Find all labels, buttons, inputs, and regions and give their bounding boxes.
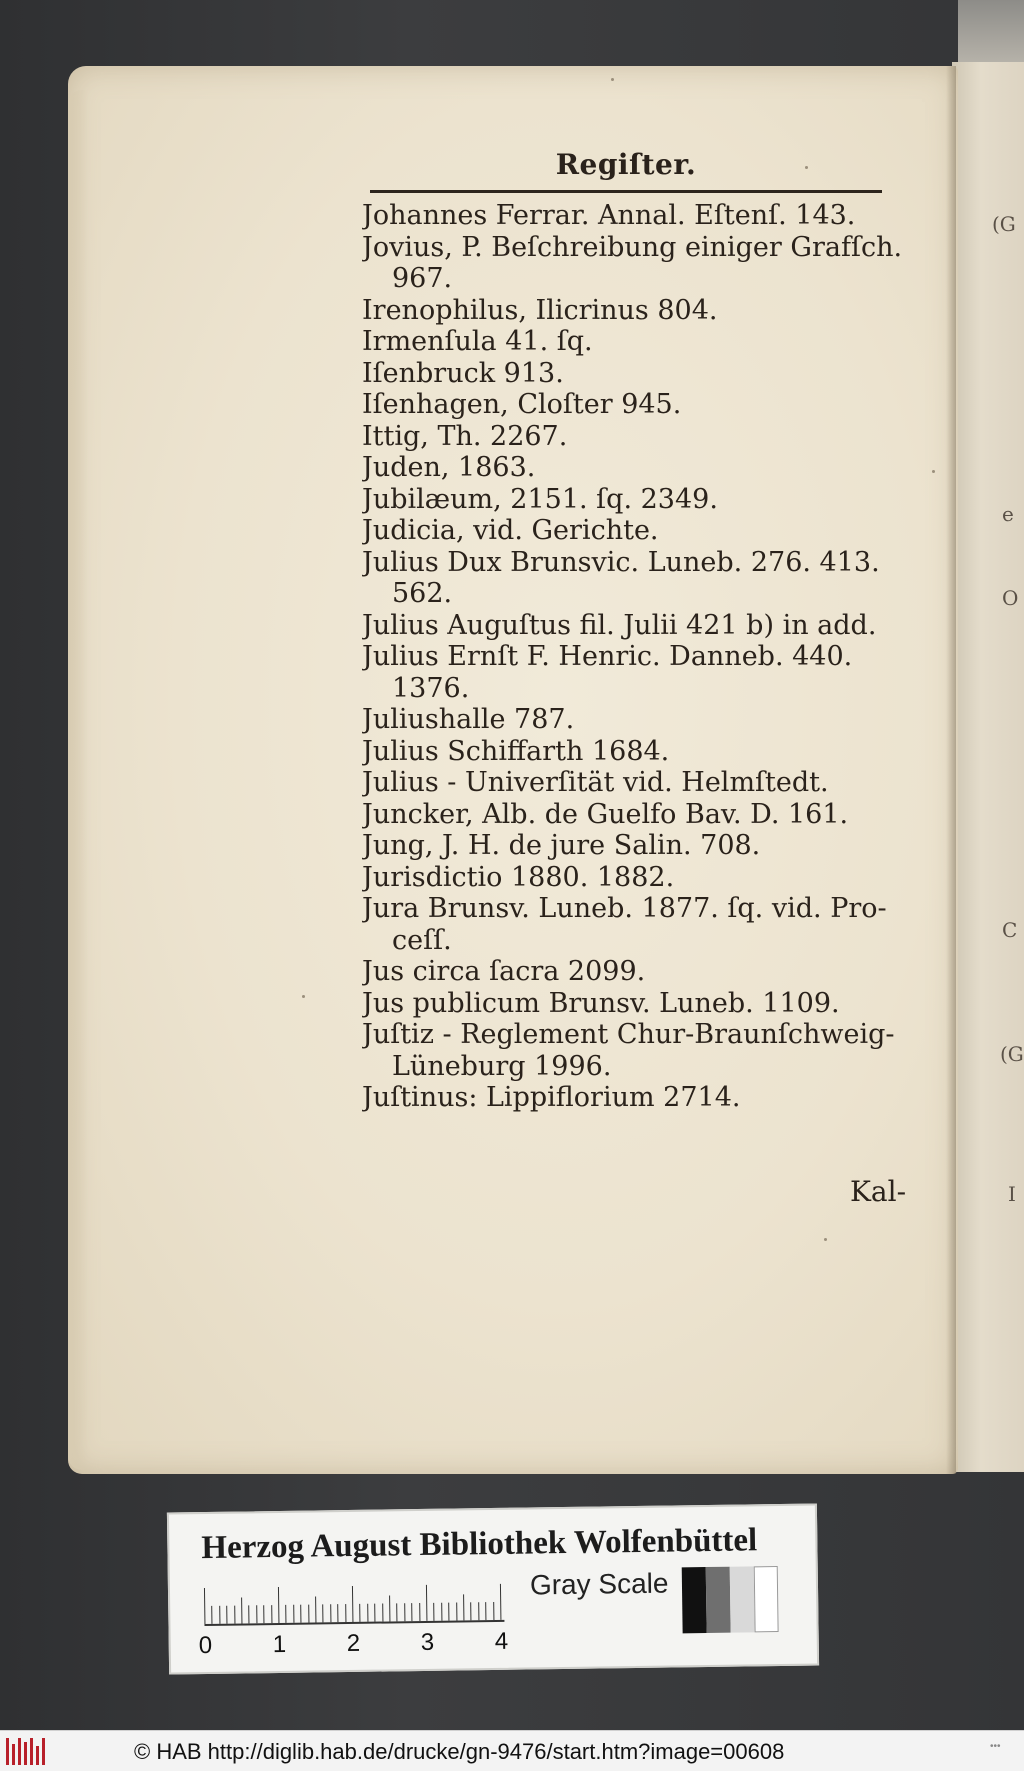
register-entry: Juden, 1863. xyxy=(362,452,536,483)
ruler-tick xyxy=(456,1603,457,1621)
ruler-tick xyxy=(360,1604,361,1622)
register-entry: Julius Ernſt F. Henric. Danneb. 440. xyxy=(362,641,853,672)
ruler-tick xyxy=(411,1603,412,1621)
ruler-tick xyxy=(463,1594,464,1620)
register-entry: Jus publicum Brunsv. Luneb. 1109. xyxy=(362,987,840,1019)
hab-logo-icon xyxy=(6,1738,46,1765)
ruler-tick xyxy=(478,1602,479,1620)
next-page-mark: O xyxy=(1002,586,1019,610)
ruler-tick xyxy=(308,1605,309,1623)
ruler-tick xyxy=(315,1596,316,1622)
ruler-tick xyxy=(263,1605,264,1623)
register-entry: Jurisdictio 1880. 1882. xyxy=(362,861,675,893)
register-entry: Irenophilus, Ilicrinus 804. xyxy=(362,294,718,326)
register-entry: Juſtiz - Reglement Chur-Braunſchweig- xyxy=(362,1019,895,1050)
next-page-mark: I xyxy=(1008,1182,1016,1206)
register-entry-continuation: 967. xyxy=(392,263,453,294)
ruler-tick xyxy=(226,1606,227,1624)
ruler-tick xyxy=(389,1595,390,1621)
register-entry: Juliushalle 787. xyxy=(362,704,575,735)
gray-swatch-light xyxy=(730,1566,755,1632)
paper-speck xyxy=(824,1238,827,1241)
page-edge-shadow xyxy=(68,90,88,1470)
ruler-tick xyxy=(241,1598,242,1624)
ruler-tick xyxy=(426,1585,428,1621)
ruler-tick xyxy=(404,1603,405,1621)
ruler-number: 3 xyxy=(420,1628,435,1657)
register-entry: Ittig, Th. 2267. xyxy=(362,420,568,452)
ruler-tick xyxy=(330,1604,331,1622)
register-entry-continuation: 562. xyxy=(392,578,453,609)
ruler-tick xyxy=(434,1603,435,1621)
ruler-tick xyxy=(367,1604,368,1622)
library-label-card xyxy=(167,1503,819,1674)
ruler-number: 2 xyxy=(346,1629,361,1658)
ruler-tick xyxy=(300,1605,301,1623)
ruler-tick xyxy=(500,1584,502,1620)
ruler-tick xyxy=(286,1605,287,1623)
register-entry: Jung, J. H. de jure Salin. 708. xyxy=(362,830,761,861)
ruler-tick xyxy=(441,1603,442,1621)
paper-speck xyxy=(302,995,305,998)
ruler-tick xyxy=(382,1604,383,1622)
ruler-tick xyxy=(212,1606,213,1624)
ruler-tick xyxy=(249,1605,250,1623)
scale-ruler xyxy=(204,1582,505,1626)
next-page-mark: (G xyxy=(1000,1042,1024,1066)
library-name: Herzog August Bibliothek Wolfenbüttel xyxy=(201,1522,758,1567)
register-entry-continuation: 1376. xyxy=(392,672,470,704)
register-entry: Johannes Ferrar. Annal. Eſtenſ. 143. xyxy=(362,200,856,231)
ruler-tick xyxy=(204,1588,206,1624)
page-gutter-shadow xyxy=(946,66,956,1474)
ruler-tick xyxy=(323,1604,324,1622)
register-entry: Juſtinus: Lippiflorium 2714. xyxy=(362,1082,741,1113)
next-page-corner xyxy=(958,0,1024,66)
ruler-tick xyxy=(345,1604,346,1622)
ruler-tick xyxy=(278,1587,280,1623)
catchword: Kal- xyxy=(850,1175,907,1208)
ruler-tick xyxy=(485,1602,486,1620)
register-entry: Iſenhagen, Cloſter 945. xyxy=(362,389,682,420)
ruler-tick xyxy=(419,1603,420,1621)
ruler-number: 1 xyxy=(272,1630,287,1659)
register-entry: Jus circa ſacra 2099. xyxy=(362,956,646,987)
viewer-footer xyxy=(0,1730,1024,1771)
next-page-strip xyxy=(952,62,1024,1472)
ruler-tick xyxy=(448,1603,449,1621)
ruler-tick xyxy=(493,1602,494,1620)
ruler-tick xyxy=(234,1606,235,1624)
register-entry: Julius Schiffarth 1684. xyxy=(362,735,670,767)
ruler-tick xyxy=(337,1604,338,1622)
register-entry: Juncker, Alb. de Guelfo Bav. D. 161. xyxy=(362,798,849,830)
gray-swatch-black xyxy=(682,1567,707,1633)
ruler-tick xyxy=(256,1605,257,1623)
ruler-tick xyxy=(271,1605,272,1623)
register-entry: Julius Dux Brunsvic. Luneb. 276. 413. xyxy=(362,546,880,578)
register-entry: Iſenbruck 913. xyxy=(362,357,564,389)
ruler-number: 0 xyxy=(198,1631,213,1660)
page-title: Regiſter. xyxy=(555,148,697,181)
register-entry-continuation: ceſſ. xyxy=(392,924,452,956)
ruler-tick xyxy=(352,1586,354,1622)
next-page-mark: e xyxy=(1002,502,1014,526)
next-page-mark: (G xyxy=(992,212,1016,236)
register-entry: Julius - Univerſität vid. Helmſtedt. xyxy=(362,767,829,798)
ruler-number: 4 xyxy=(494,1627,509,1655)
next-page-mark: C xyxy=(1002,918,1018,942)
register-entry: Judicia, vid. Gerichte. xyxy=(362,515,659,546)
register-entries xyxy=(362,200,922,1114)
ruler-tick xyxy=(397,1603,398,1621)
register-entry: Irmenſula 41. ſq. xyxy=(362,326,593,357)
paper-speck xyxy=(932,470,935,473)
paper-speck xyxy=(611,78,614,81)
footer-source-link[interactable]: © HAB http://diglib.hab.de/drucke/gn-9476/start.htm?image=00608 xyxy=(134,1739,785,1764)
gray-swatch-mid xyxy=(706,1567,731,1633)
register-entry: Jubilæum, 2151. ſq. 2349. xyxy=(362,483,718,515)
ruler-tick xyxy=(471,1602,472,1620)
header-rule xyxy=(370,190,882,193)
footer-ellipsis: ••• xyxy=(990,1741,1001,1752)
register-entry: Julius Auguſtus fil. Julii 421 b) in add. xyxy=(362,609,877,641)
ruler-tick xyxy=(374,1604,375,1622)
register-entry: Jovius, P. Beſchreibung einiger Grafſch. xyxy=(362,231,903,263)
gray-scale-label: Gray Scale xyxy=(529,1567,669,1601)
gray-swatch-white xyxy=(754,1566,779,1632)
ruler-tick xyxy=(219,1606,220,1624)
register-entry: Jura Brunsv. Luneb. 1877. ſq. vid. Pro- xyxy=(362,893,887,924)
register-entry-continuation: Lüneburg 1996. xyxy=(392,1050,612,1082)
running-header xyxy=(370,148,882,196)
ruler-tick xyxy=(293,1605,294,1623)
